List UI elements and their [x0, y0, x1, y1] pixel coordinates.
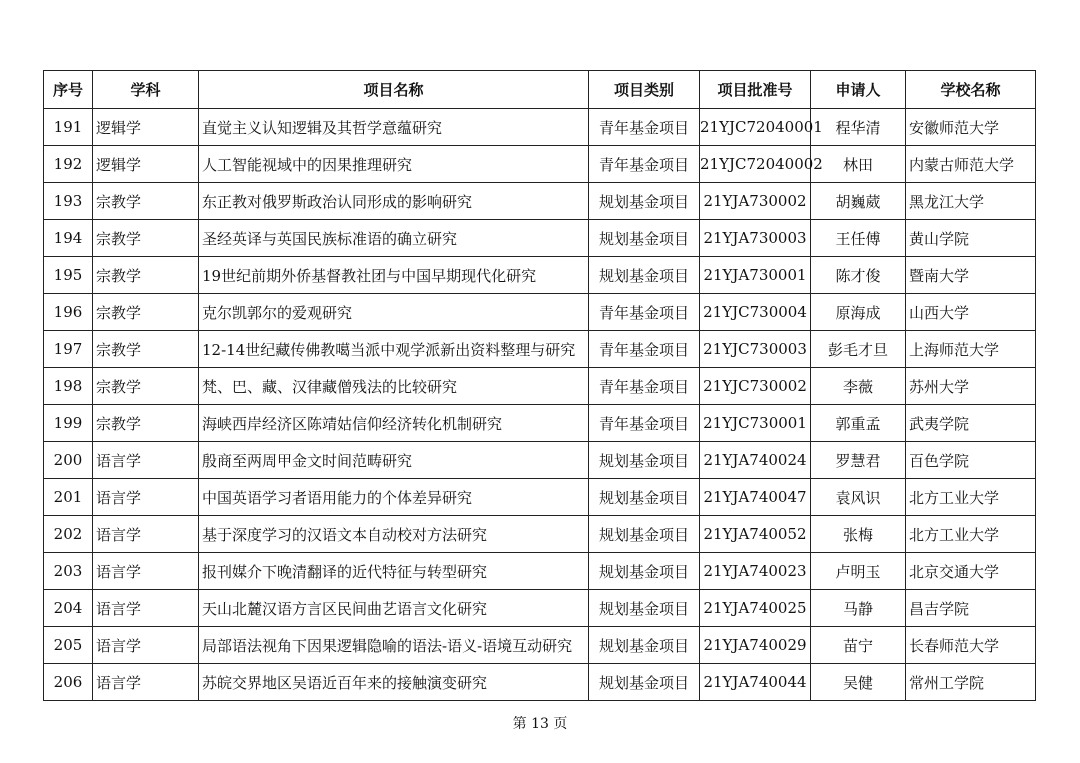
cell-approval-number: 21YJA740025 — [700, 590, 811, 627]
cell-project-name: 人工智能视域中的因果推理研究 — [199, 146, 589, 183]
cell-project-category: 规划基金项目 — [589, 590, 700, 627]
cell-project-name: 海峡西岸经济区陈靖姑信仰经济转化机制研究 — [199, 405, 589, 442]
cell-school: 北京交通大学 — [906, 553, 1036, 590]
cell-subject: 宗教学 — [93, 405, 199, 442]
cell-school: 北方工业大学 — [906, 479, 1036, 516]
cell-project-category: 规划基金项目 — [589, 516, 700, 553]
cell-seq: 203 — [44, 553, 93, 590]
cell-applicant: 林田 — [811, 146, 906, 183]
cell-project-category: 规划基金项目 — [589, 442, 700, 479]
cell-subject: 语言学 — [93, 516, 199, 553]
cell-seq: 197 — [44, 331, 93, 368]
cell-school: 武夷学院 — [906, 405, 1036, 442]
cell-applicant: 马静 — [811, 590, 906, 627]
cell-school: 百色学院 — [906, 442, 1036, 479]
cell-subject: 宗教学 — [93, 220, 199, 257]
cell-school: 北方工业大学 — [906, 516, 1036, 553]
table-row — [44, 331, 1036, 368]
cell-project-name: 天山北麓汉语方言区民间曲艺语言文化研究 — [199, 590, 589, 627]
cell-school: 黑龙江大学 — [906, 183, 1036, 220]
cell-approval-number: 21YJA740024 — [700, 442, 811, 479]
table-row — [44, 553, 1036, 590]
cell-applicant: 张梅 — [811, 516, 906, 553]
table-row — [44, 627, 1036, 664]
cell-project-category: 青年基金项目 — [589, 146, 700, 183]
header-seq: 序号 — [44, 71, 93, 109]
table-body — [44, 109, 1036, 701]
cell-subject: 语言学 — [93, 442, 199, 479]
page-number: 第 13 页 — [512, 716, 568, 732]
header-applicant: 申请人 — [811, 71, 906, 109]
cell-project-category: 规划基金项目 — [589, 183, 700, 220]
cell-applicant: 彭毛才旦 — [811, 331, 906, 368]
header-project-name: 项目名称 — [199, 71, 589, 109]
cell-subject: 宗教学 — [93, 257, 199, 294]
header-subject: 学科 — [93, 71, 199, 109]
header-project-category: 项目类别 — [589, 71, 700, 109]
cell-applicant: 罗慧君 — [811, 442, 906, 479]
cell-project-category: 规划基金项目 — [589, 664, 700, 701]
cell-applicant: 卢明玉 — [811, 553, 906, 590]
cell-subject: 宗教学 — [93, 294, 199, 331]
cell-subject: 语言学 — [93, 664, 199, 701]
cell-school: 上海师范大学 — [906, 331, 1036, 368]
cell-project-category: 规划基金项目 — [589, 627, 700, 664]
cell-project-name: 梵、巴、藏、汉律藏僧残法的比较研究 — [199, 368, 589, 405]
table-row — [44, 442, 1036, 479]
cell-applicant: 郭重孟 — [811, 405, 906, 442]
cell-applicant: 吴健 — [811, 664, 906, 701]
cell-project-name: 克尔凯郭尔的爱观研究 — [199, 294, 589, 331]
cell-seq: 195 — [44, 257, 93, 294]
header-approval-number: 项目批准号 — [700, 71, 811, 109]
table-row — [44, 294, 1036, 331]
cell-subject: 语言学 — [93, 553, 199, 590]
cell-applicant: 陈才俊 — [811, 257, 906, 294]
cell-seq: 205 — [44, 627, 93, 664]
table-row — [44, 479, 1036, 516]
cell-project-category: 规划基金项目 — [589, 479, 700, 516]
cell-approval-number: 21YJA730001 — [700, 257, 811, 294]
cell-approval-number: 21YJA740052 — [700, 516, 811, 553]
cell-project-name: 苏皖交界地区吴语近百年来的接触演变研究 — [199, 664, 589, 701]
cell-project-name: 19世纪前期外侨基督教社团与中国早期现代化研究 — [199, 257, 589, 294]
cell-project-category: 青年基金项目 — [589, 331, 700, 368]
cell-school: 常州工学院 — [906, 664, 1036, 701]
cell-seq: 196 — [44, 294, 93, 331]
table-row — [44, 183, 1036, 220]
cell-subject: 逻辑学 — [93, 146, 199, 183]
cell-project-name: 局部语法视角下因果逻辑隐喻的语法-语义-语境互动研究 — [199, 627, 589, 664]
cell-approval-number: 21YJA740044 — [700, 664, 811, 701]
cell-seq: 202 — [44, 516, 93, 553]
table-row — [44, 220, 1036, 257]
cell-applicant: 苗宁 — [811, 627, 906, 664]
cell-subject: 语言学 — [93, 479, 199, 516]
cell-approval-number: 21YJA740023 — [700, 553, 811, 590]
table-row — [44, 368, 1036, 405]
header-school: 学校名称 — [906, 71, 1036, 109]
cell-seq: 198 — [44, 368, 93, 405]
cell-approval-number: 21YJC730001 — [700, 405, 811, 442]
cell-project-name: 中国英语学习者语用能力的个体差异研究 — [199, 479, 589, 516]
cell-seq: 194 — [44, 220, 93, 257]
table-row — [44, 146, 1036, 183]
cell-project-category: 规划基金项目 — [589, 553, 700, 590]
cell-seq: 201 — [44, 479, 93, 516]
cell-subject: 宗教学 — [93, 331, 199, 368]
project-table — [43, 70, 1036, 701]
cell-school: 安徽师范大学 — [906, 109, 1036, 146]
cell-project-name: 直觉主义认知逻辑及其哲学意蕴研究 — [199, 109, 589, 146]
cell-subject: 宗教学 — [93, 368, 199, 405]
cell-school: 昌吉学院 — [906, 590, 1036, 627]
cell-school: 长春师范大学 — [906, 627, 1036, 664]
cell-school: 苏州大学 — [906, 368, 1036, 405]
cell-seq: 200 — [44, 442, 93, 479]
cell-seq: 193 — [44, 183, 93, 220]
cell-approval-number: 21YJC72040001 — [700, 109, 811, 146]
cell-subject: 宗教学 — [93, 183, 199, 220]
table-row — [44, 109, 1036, 146]
table-row — [44, 516, 1036, 553]
cell-seq: 199 — [44, 405, 93, 442]
cell-applicant: 李薇 — [811, 368, 906, 405]
cell-project-name: 圣经英译与英国民族标准语的确立研究 — [199, 220, 589, 257]
cell-project-name: 报刊媒介下晚清翻译的近代特征与转型研究 — [199, 553, 589, 590]
table-row — [44, 664, 1036, 701]
cell-school: 暨南大学 — [906, 257, 1036, 294]
cell-approval-number: 21YJA740047 — [700, 479, 811, 516]
cell-subject: 逻辑学 — [93, 109, 199, 146]
cell-applicant: 程华清 — [811, 109, 906, 146]
cell-approval-number: 21YJC730002 — [700, 368, 811, 405]
table-header-row — [44, 71, 1036, 109]
cell-project-category: 青年基金项目 — [589, 405, 700, 442]
cell-project-category: 规划基金项目 — [589, 220, 700, 257]
cell-approval-number: 21YJC72040002 — [700, 146, 811, 183]
cell-project-name: 殷商至两周甲金文时间范畴研究 — [199, 442, 589, 479]
cell-school: 山西大学 — [906, 294, 1036, 331]
cell-subject: 语言学 — [93, 627, 199, 664]
cell-seq: 204 — [44, 590, 93, 627]
cell-project-name: 基于深度学习的汉语文本自动校对方法研究 — [199, 516, 589, 553]
table-row — [44, 590, 1036, 627]
cell-applicant: 胡巍葳 — [811, 183, 906, 220]
cell-seq: 192 — [44, 146, 93, 183]
cell-school: 内蒙古师范大学 — [906, 146, 1036, 183]
cell-approval-number: 21YJC730004 — [700, 294, 811, 331]
cell-project-name: 东正教对俄罗斯政治认同形成的影响研究 — [199, 183, 589, 220]
cell-applicant: 原海成 — [811, 294, 906, 331]
cell-approval-number: 21YJC730003 — [700, 331, 811, 368]
cell-applicant: 王任傅 — [811, 220, 906, 257]
cell-project-category: 规划基金项目 — [589, 257, 700, 294]
cell-approval-number: 21YJA740029 — [700, 627, 811, 664]
cell-approval-number: 21YJA730003 — [700, 220, 811, 257]
cell-subject: 语言学 — [93, 590, 199, 627]
cell-applicant: 袁风识 — [811, 479, 906, 516]
cell-project-name: 12-14世纪藏传佛教噶当派中观学派新出资料整理与研究 — [199, 331, 589, 368]
table-row — [44, 405, 1036, 442]
cell-approval-number: 21YJA730002 — [700, 183, 811, 220]
cell-project-category: 青年基金项目 — [589, 294, 700, 331]
cell-project-category: 青年基金项目 — [589, 368, 700, 405]
cell-school: 黄山学院 — [906, 220, 1036, 257]
table-row — [44, 257, 1036, 294]
cell-seq: 206 — [44, 664, 93, 701]
cell-project-category: 青年基金项目 — [589, 109, 700, 146]
cell-seq: 191 — [44, 109, 93, 146]
